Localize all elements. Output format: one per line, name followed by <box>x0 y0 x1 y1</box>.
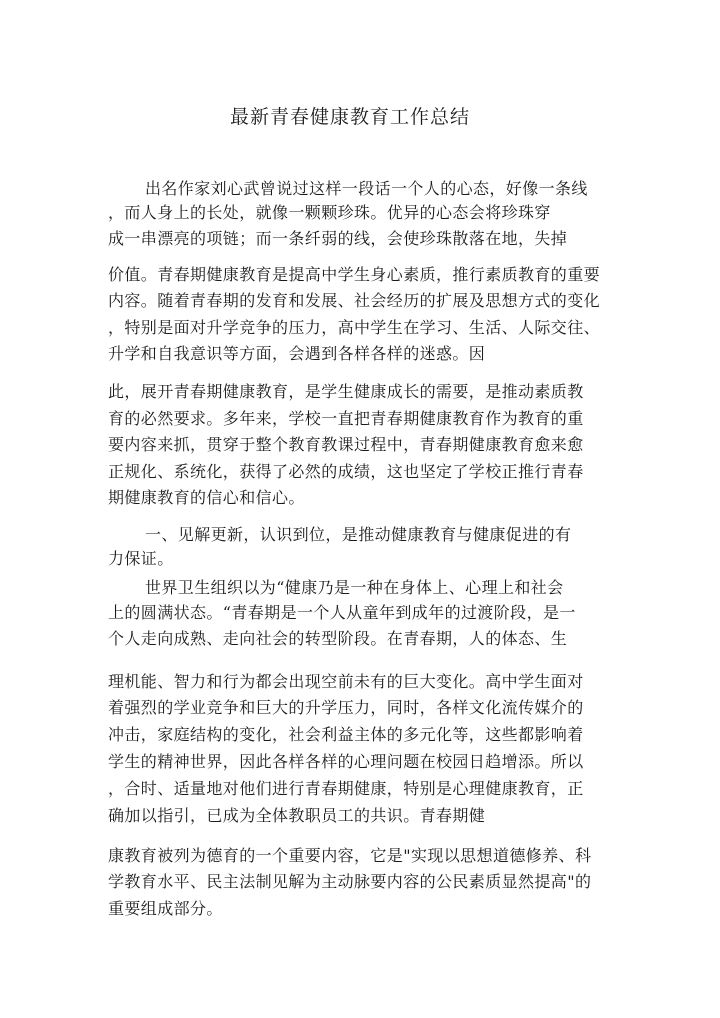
document-title: 最新青春健康教育工作总结 <box>229 106 470 128</box>
body-line: 成一串漂亮的项链；而一条纤弱的线，会使珍珠散落在地，失掉 <box>108 229 568 248</box>
body-line: 要内容来抓，贯穿于整个教育教课过程中，青春期健康教育愈来愈 <box>108 435 584 454</box>
body-line: 升学和自我意识等方面，会遇到各样各样的迷惑。因 <box>108 344 486 363</box>
body-line: 冲击，家庭结构的变化，社会利益主体的多元化等，这些都影响着 <box>108 725 584 744</box>
body-line: 内容。随着青春期的发育和发展、社会经历的扩展及思想方式的变化 <box>108 291 601 310</box>
body-line: 康教育被列为德育的一个重要内容，它是"实现以思想道德修养、科 <box>108 846 592 865</box>
body-line: 育的必然要求。多年来，学校一直把青春期健康教育作为教育的重 <box>108 409 584 428</box>
body-line: 确加以指引，已成为全体教职员工的共识。青春期健 <box>108 806 486 825</box>
body-line: 出名作家刘心武曾说过这样一段话一个人的心态，好像一条线 <box>145 179 588 198</box>
body-line: ，特别是面对升学竞争的压力，高中学生在学习、生活、人际交往、 <box>108 318 601 337</box>
body-line: ，合时、适量地对他们进行青春期健康，特别是心理健康教育，正 <box>108 779 584 798</box>
body-line: 个人走向成熟、走向社会的转型阶段。在青春期，人的体态、生 <box>108 629 568 648</box>
body-line: 学教育水平、民主法制见解为主动脉要内容的公民素质显然提高"的 <box>108 872 592 891</box>
body-line: 重要组成部分。 <box>108 899 223 918</box>
section-heading: 一、见解更新，认识到位，是推动健康教育与健康促进的有 <box>145 525 572 544</box>
body-line: ，而人身上的长处，就像一颗颗珍珠。优异的心态会将珍珠穿 <box>108 203 551 222</box>
body-line: 此，展开青春期健康教育，是学生健康成长的需要，是推动素质教 <box>108 382 584 401</box>
body-line: 学生的精神世界，因此各样各样的心理问题在校园日趋增添。所以 <box>108 752 584 771</box>
body-line: 正规化、系统化，获得了必然的成绩，这也坚定了学校正推行青春 <box>108 462 584 481</box>
body-line: 着强烈的学业竞争和巨大的升学压力，同时，各样文化流传媒介的 <box>108 698 584 717</box>
body-line: 价值。青春期健康教育是提高中学生身心素质，推行素质教育的重要 <box>108 265 601 284</box>
body-line: 期健康教育的信心和信心。 <box>108 488 305 507</box>
section-heading: 力保证。 <box>108 549 174 568</box>
body-line: 上的圆满状态。“青春期是一个人从童年到成年的过渡阶段，是一 <box>108 603 576 622</box>
body-line: 理机能、智力和行为都会出现空前未有的巨大变化。高中学生面对 <box>108 672 584 691</box>
body-line: 世界卫生组织以为“健康乃是一种在身体上、心理上和社会 <box>145 578 564 597</box>
